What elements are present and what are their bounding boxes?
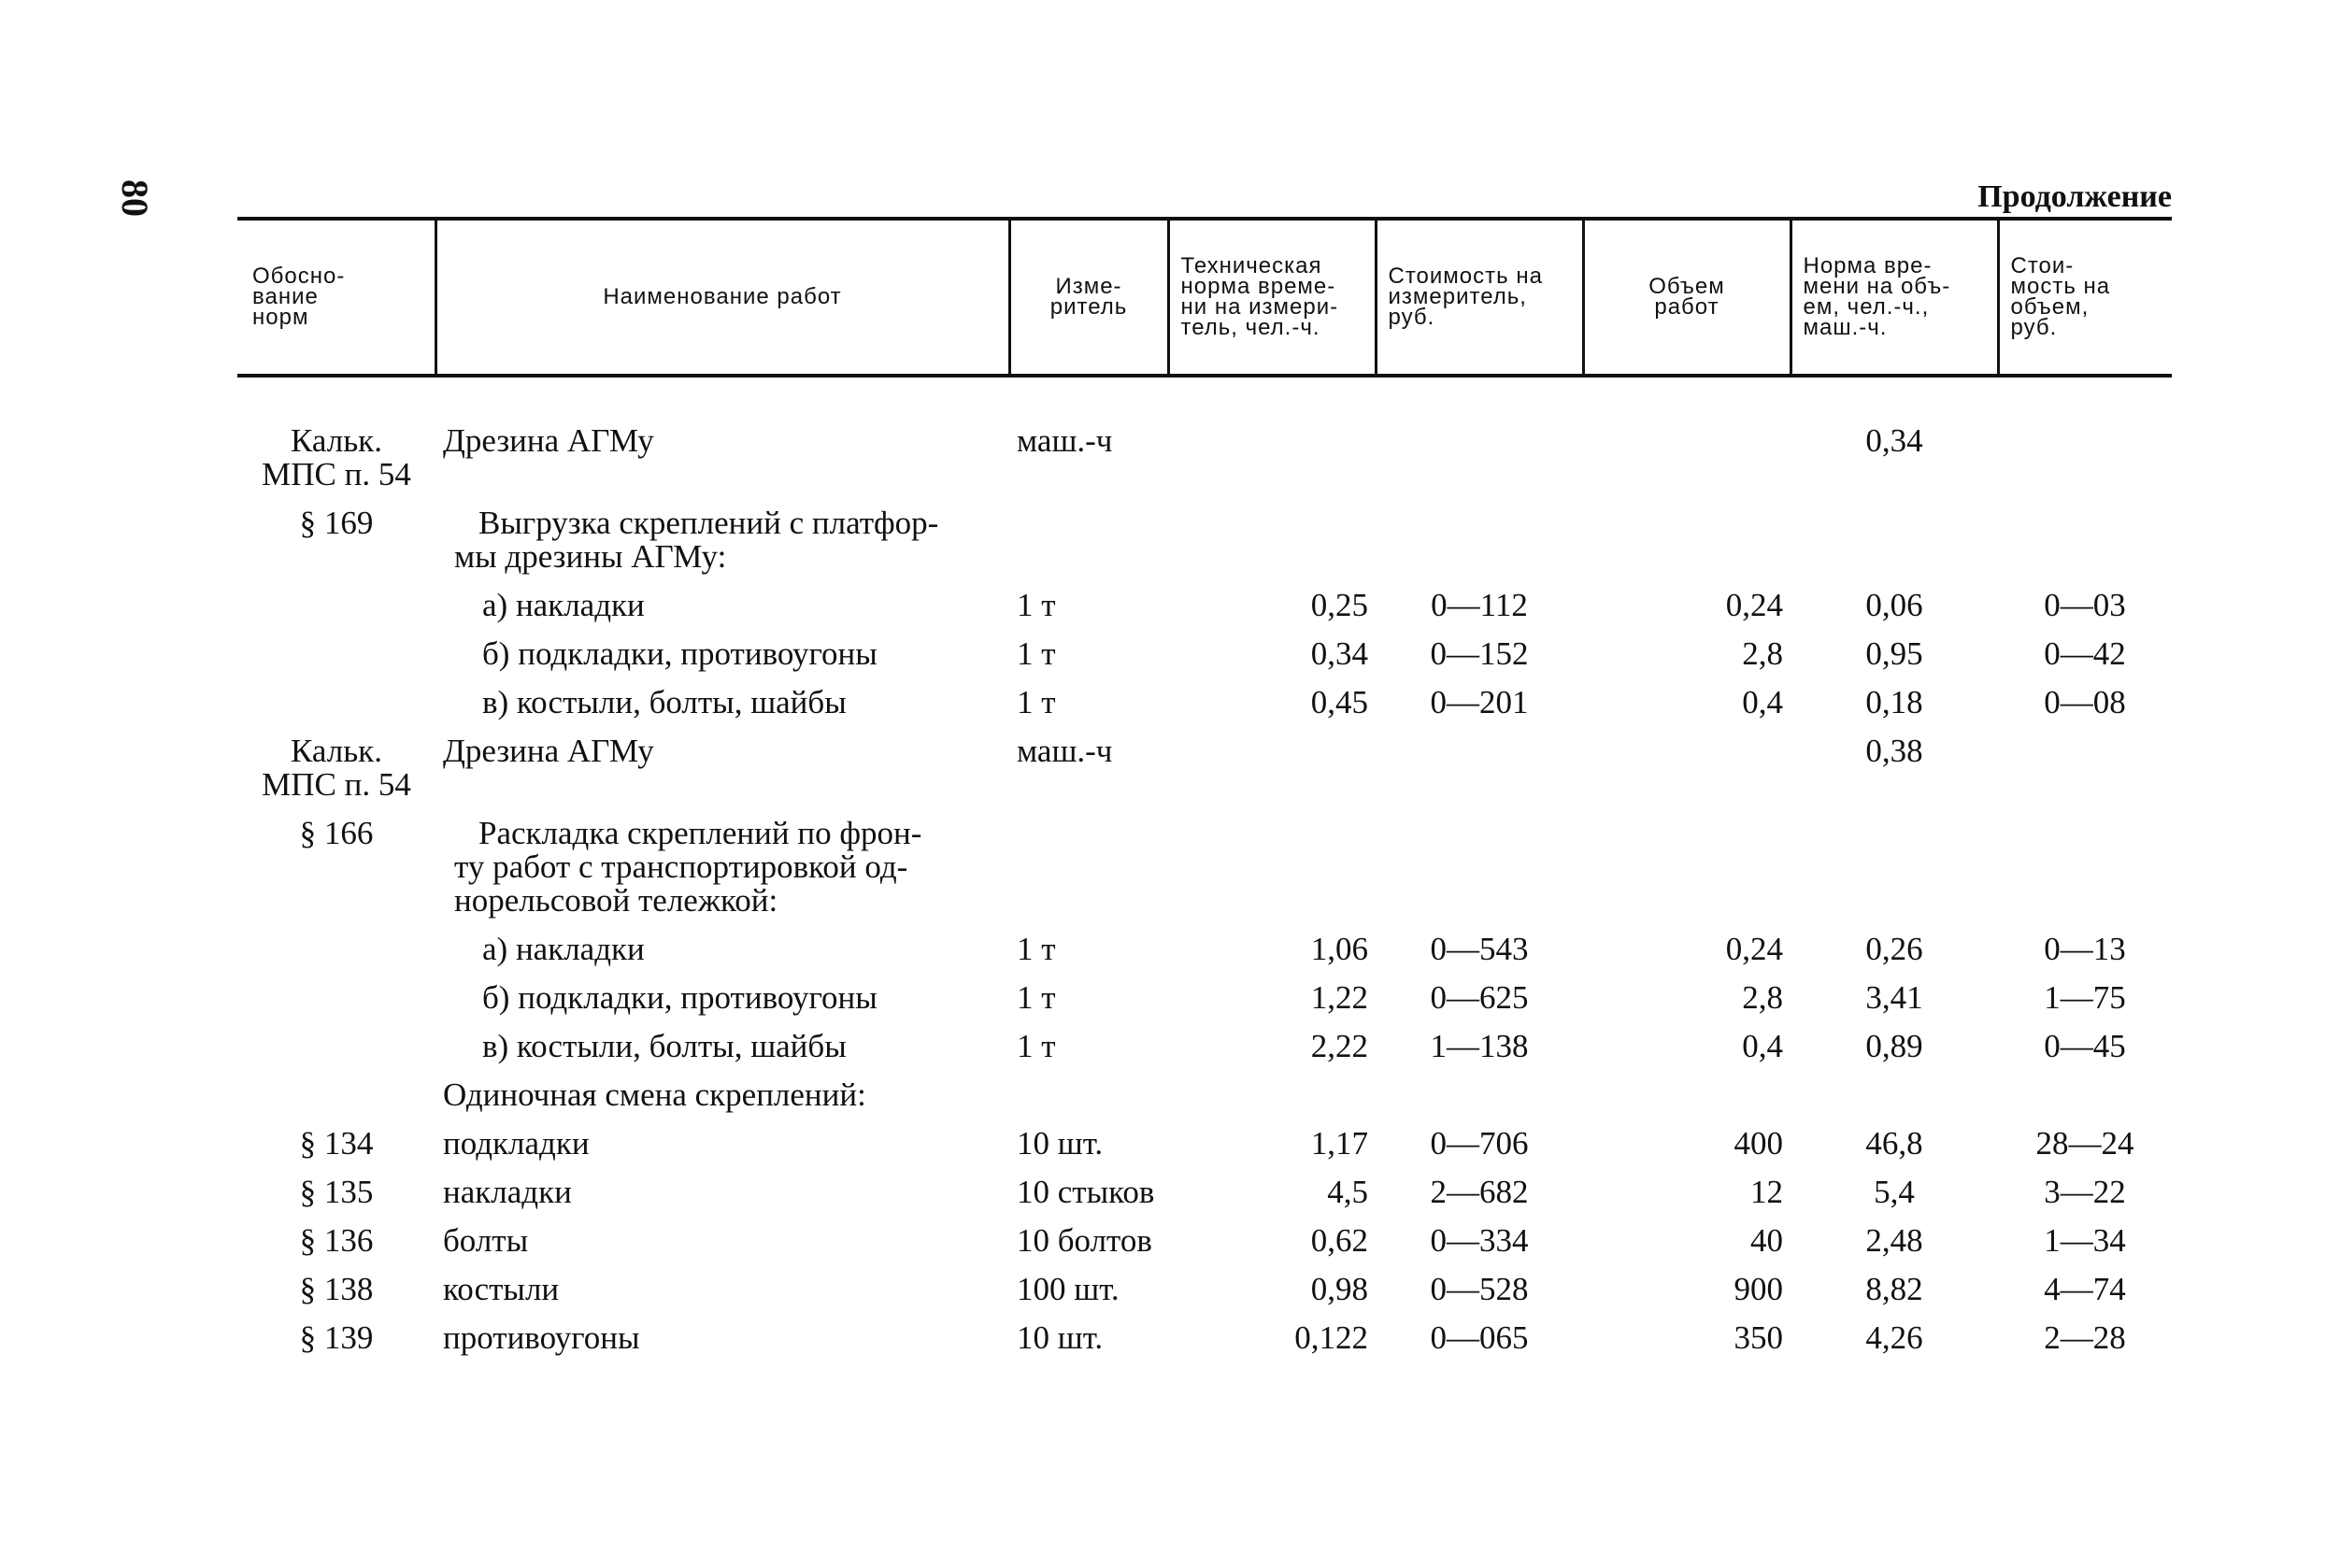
cell-cost-volume: 0—42 [2044,635,2126,672]
cell-basis: § 134 [299,1125,374,1162]
cell-basis: § 135 [299,1174,374,1210]
cell-tech-norm [1168,417,1376,499]
cell-unit: 10 шт. [1017,1319,1104,1356]
cell-cost-per-unit [1376,1071,1583,1119]
spacer-row [237,376,2172,417]
cell-cost-per-unit: 0—152 [1430,635,1529,672]
cell-tech-norm [1168,727,1376,809]
cell-volume: 0,24 [1725,931,1783,967]
header-cost-volume: Стои- мость на объем, руб. [1998,219,2172,376]
cell-cost-per-unit: 0—065 [1430,1319,1529,1356]
table-row [237,1217,2172,1265]
cell-tech-norm: 2,22 [1310,1028,1368,1064]
cell-name: накладки [443,1174,572,1210]
cell-volume: 0,4 [1742,684,1783,720]
cell-cost-per-unit: 0—706 [1430,1125,1529,1162]
cell-tech-norm: 1,17 [1310,1125,1368,1162]
table-row [237,678,2172,727]
page-number: 80 [114,179,156,217]
cell-norm-volume: 4,26 [1865,1319,1923,1356]
table-row [237,417,2172,499]
cell-norm-volume [1791,1071,1998,1119]
cell-tech-norm [1168,499,1376,581]
cell-basis [237,1022,435,1071]
table-row [237,1071,2172,1119]
cell-unit: маш.-ч [1017,733,1113,769]
table-row [237,1265,2172,1314]
cell-norm-volume [1791,809,1998,925]
cell-volume [1583,499,1791,581]
cell-name: Дрезина АГМу [443,733,654,769]
header-tech-norm: Техническая норма време- ни на измери- тель, чел.-ч. [1168,219,1376,376]
cell-basis [237,1071,435,1119]
cell-norm-volume: 0,06 [1865,587,1923,623]
cell-basis [237,678,435,727]
table-header-row [237,219,2172,376]
cell-volume: 350 [1734,1319,1783,1356]
cell-norm-volume: 0,95 [1865,635,1923,672]
cell-unit: 10 шт. [1017,1125,1104,1162]
cell-norm-volume: 3,41 [1865,979,1923,1016]
cell-norm-volume: 5,4 [1874,1174,1915,1210]
cell-basis: § 138 [299,1271,374,1307]
cell-basis: § 166 [299,815,374,851]
cell-name: б) подкладки, противоугоны [482,635,878,672]
continued-label: Продолжение [1977,179,2172,214]
header-volume: Объем работ [1583,219,1791,376]
header-basis: Обосно- вание норм [237,219,435,376]
cell-cost-per-unit: 0—528 [1430,1271,1529,1307]
cell-name: противоугоны [443,1319,640,1356]
cell-tech-norm: 0,98 [1310,1271,1368,1307]
cell-cost-per-unit [1376,417,1583,499]
cell-cost-per-unit [1376,499,1583,581]
table-row [237,1022,2172,1071]
cell-cost-volume [1998,499,2172,581]
cell-volume: 0,4 [1742,1028,1783,1064]
cell-tech-norm [1168,809,1376,925]
cell-tech-norm: 0,122 [1294,1319,1368,1356]
cell-cost-volume: 1—34 [2044,1222,2126,1259]
cell-basis: § 136 [299,1222,374,1259]
cell-cost-volume: 2—28 [2044,1319,2126,1356]
cell-volume: 12 [1750,1174,1783,1210]
cell-name: а) накладки [482,587,645,623]
cell-unit: 10 стыков [1017,1174,1155,1210]
cell-cost-volume: 28—24 [2035,1125,2134,1162]
cell-cost-per-unit: 0—201 [1430,684,1529,720]
cell-cost-volume: 4—74 [2044,1271,2126,1307]
cell-volume: 0,24 [1725,587,1783,623]
cell-name: в) костыли, болты, шайбы [482,684,847,720]
cell-basis: § 169 [299,505,374,541]
cell-name: в) костыли, болты, шайбы [482,1028,847,1064]
cell-cost-per-unit [1376,809,1583,925]
header-name: Наименование работ [435,219,1009,376]
cell-cost-volume [1998,727,2172,809]
cell-tech-norm: 1,06 [1310,931,1368,967]
cell-name: Раскладка скреплений по фрон- ту работ с транспортировкой од- норельсовой тележкой: [454,815,922,919]
table-row [237,630,2172,678]
cell-basis [237,630,435,678]
cell-basis [237,974,435,1022]
cell-cost-volume [1998,809,2172,925]
table-row [237,727,2172,809]
cell-unit: 1 т [1017,635,1056,672]
cell-norm-volume: 2,48 [1865,1222,1923,1259]
cell-name: болты [443,1222,529,1259]
cell-unit: 1 т [1017,931,1056,967]
cell-name: подкладки [443,1125,590,1162]
cell-cost-volume: 0—45 [2044,1028,2126,1064]
header-cost-per-unit: Стоимость на измеритель, руб. [1376,219,1583,376]
spacer-cell [237,376,2172,417]
cell-name: Дрезина АГМу [443,422,654,459]
table-body [237,376,2172,1362]
cell-volume [1583,809,1791,925]
cell-unit [1009,1071,1168,1119]
cell-norm-volume: 8,82 [1865,1271,1923,1307]
table-row [237,1168,2172,1217]
cell-volume: 900 [1734,1271,1783,1307]
cell-cost-per-unit: 0—334 [1430,1222,1529,1259]
cell-unit [1009,499,1168,581]
cell-tech-norm: 1,22 [1310,979,1368,1016]
cell-basis [237,925,435,974]
cell-tech-norm: 0,62 [1310,1222,1368,1259]
cell-unit: 1 т [1017,684,1056,720]
cell-name: костыли [443,1271,560,1307]
cell-norm-volume: 0,18 [1865,684,1923,720]
cell-unit: 1 т [1017,1028,1056,1064]
cell-norm-volume: 0,38 [1865,733,1923,769]
cell-tech-norm: 0,25 [1310,587,1368,623]
cell-volume: 2,8 [1742,635,1783,672]
cell-norm-volume: 0,34 [1865,422,1923,459]
cell-cost-per-unit [1376,727,1583,809]
cell-name: б) подкладки, противоугоны [482,979,878,1016]
header-unit: Изме- ритель [1009,219,1168,376]
cell-cost-per-unit: 0—112 [1431,587,1528,623]
cell-tech-norm: 0,45 [1310,684,1368,720]
cell-volume: 40 [1750,1222,1783,1259]
cell-volume [1583,1071,1791,1119]
cell-name: а) накладки [482,931,645,967]
cell-basis: Кальк. МПС п. 54 [262,733,411,803]
cell-unit: 1 т [1017,587,1056,623]
cell-unit: маш.-ч [1017,422,1113,459]
cell-unit: 100 шт. [1017,1271,1120,1307]
cell-basis [237,581,435,630]
cell-unit: 1 т [1017,979,1056,1016]
cell-cost-per-unit: 0—625 [1430,979,1529,1016]
cell-volume: 2,8 [1742,979,1783,1016]
table-row [237,581,2172,630]
cell-norm-volume: 0,89 [1865,1028,1923,1064]
table-row [237,974,2172,1022]
table-row [237,1119,2172,1168]
cell-cost-per-unit: 2—682 [1430,1174,1529,1210]
cell-cost-volume: 3—22 [2044,1174,2126,1210]
cell-cost-per-unit: 1—138 [1430,1028,1529,1064]
cell-tech-norm [1168,1071,1376,1119]
cell-volume [1583,417,1791,499]
cell-norm-volume [1791,499,1998,581]
table-row [237,925,2172,974]
cell-volume: 400 [1734,1125,1783,1162]
cell-cost-volume: 0—13 [2044,931,2126,967]
cell-unit [1009,809,1168,925]
table-row [237,499,2172,581]
cell-cost-volume: 0—03 [2044,587,2126,623]
cell-name: Выгрузка скреплений с платфор- мы дрезины АГМу: [454,505,939,575]
cell-tech-norm: 4,5 [1327,1174,1368,1210]
cell-cost-volume: 1—75 [2044,979,2126,1016]
cell-tech-norm: 0,34 [1310,635,1368,672]
cell-cost-per-unit: 0—543 [1430,931,1529,967]
cell-basis: § 139 [299,1319,374,1356]
cell-unit: 10 болтов [1017,1222,1152,1259]
cell-name: Одиночная смена скреплений: [443,1076,866,1113]
cell-norm-volume: 0,26 [1865,931,1923,967]
norms-table [237,217,2172,1362]
cell-cost-volume [1998,1071,2172,1119]
cell-norm-volume: 46,8 [1865,1125,1923,1162]
cell-basis: Кальк. МПС п. 54 [262,422,411,492]
table-row [237,809,2172,925]
cell-cost-volume: 0—08 [2044,684,2126,720]
table-row [237,1314,2172,1362]
header-norm-volume: Норма вре- мени на объ- ем, чел.-ч., маш.-ч. [1791,219,1998,376]
cell-cost-volume [1998,417,2172,499]
cell-volume [1583,727,1791,809]
